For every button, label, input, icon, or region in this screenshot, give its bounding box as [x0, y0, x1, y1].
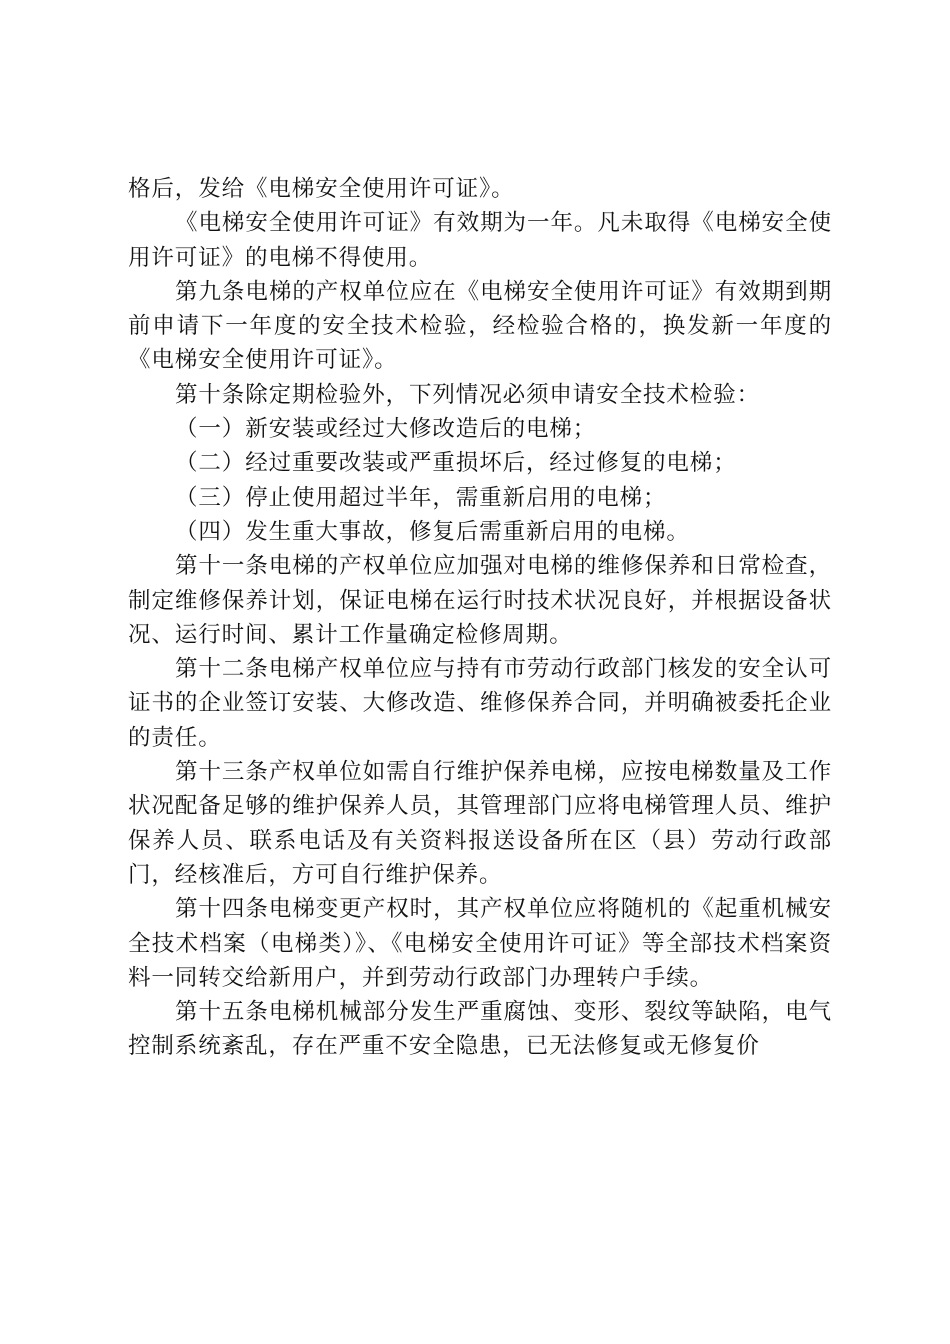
paragraph-permit-validity: 《电梯安全使用许可证》有效期为一年。凡未取得《电梯安全使用许可证》的电梯不得使用。	[128, 210, 832, 271]
paragraph-article-14: 第十四条电梯变更产权时，其产权单位应将随机的《起重机械安全技术档案（电梯类）》、《电梯安全使用许可证》等全部技术档案资料一同转交给新用户，并到劳动行政部门办理转户手续。	[128, 896, 832, 991]
paragraph-article-13: 第十三条产权单位如需自行维护保养电梯，应按电梯数量及工作状况配备足够的维护保养人员，其管理部门应将电梯管理人员、维护保养人员、联系电话及有关资料报送设备所在区（县）劳动行政部门，经核准后，方可自行维护保养。	[128, 759, 832, 888]
paragraph-continuation: 格后，发给《电梯安全使用许可证》。	[128, 176, 515, 202]
list-item-3: （三）停止使用超过半年，需重新启用的电梯；	[175, 484, 667, 511]
paragraph-article-9: 第九条电梯的产权单位应在《电梯安全使用许可证》有效期到期前申请下一年度的安全技术检验，经检验合格的，换发新一年度的《电梯安全使用许可证》。	[128, 278, 832, 374]
paragraph-article-12: 第十二条电梯产权单位应与持有市劳动行政部门核发的安全认可证书的企业签订安装、大修改造、维修保养合同，并明确被委托企业的责任。	[128, 656, 832, 751]
list-item-1: （一）新安装或经过大修改造后的电梯；	[175, 416, 597, 443]
document-body	[128, 172, 832, 1064]
paragraph-article-10: 第十条除定期检验外，下列情况必须申请安全技术检验：	[175, 381, 761, 408]
paragraph-article-11: 第十一条电梯的产权单位应加强对电梯的维修保养和日常检查，制定维修保养计划，保证电梯在运行时技术状况良好，并根据设备状况、运行时间、累计工作量确定检修周期。	[128, 553, 832, 648]
list-item-4: （四）发生重大事故，修复后需重新启用的电梯。	[175, 518, 690, 545]
paragraph-article-15: 第十五条电梯机械部分发生严重腐蚀、变形、裂纹等缺陷，电气控制系统紊乱，存在严重不安全隐患，已无法修复或无修复价	[128, 999, 832, 1060]
list-item-2: （二）经过重要改装或严重损坏后，经过修复的电梯；	[175, 450, 737, 477]
